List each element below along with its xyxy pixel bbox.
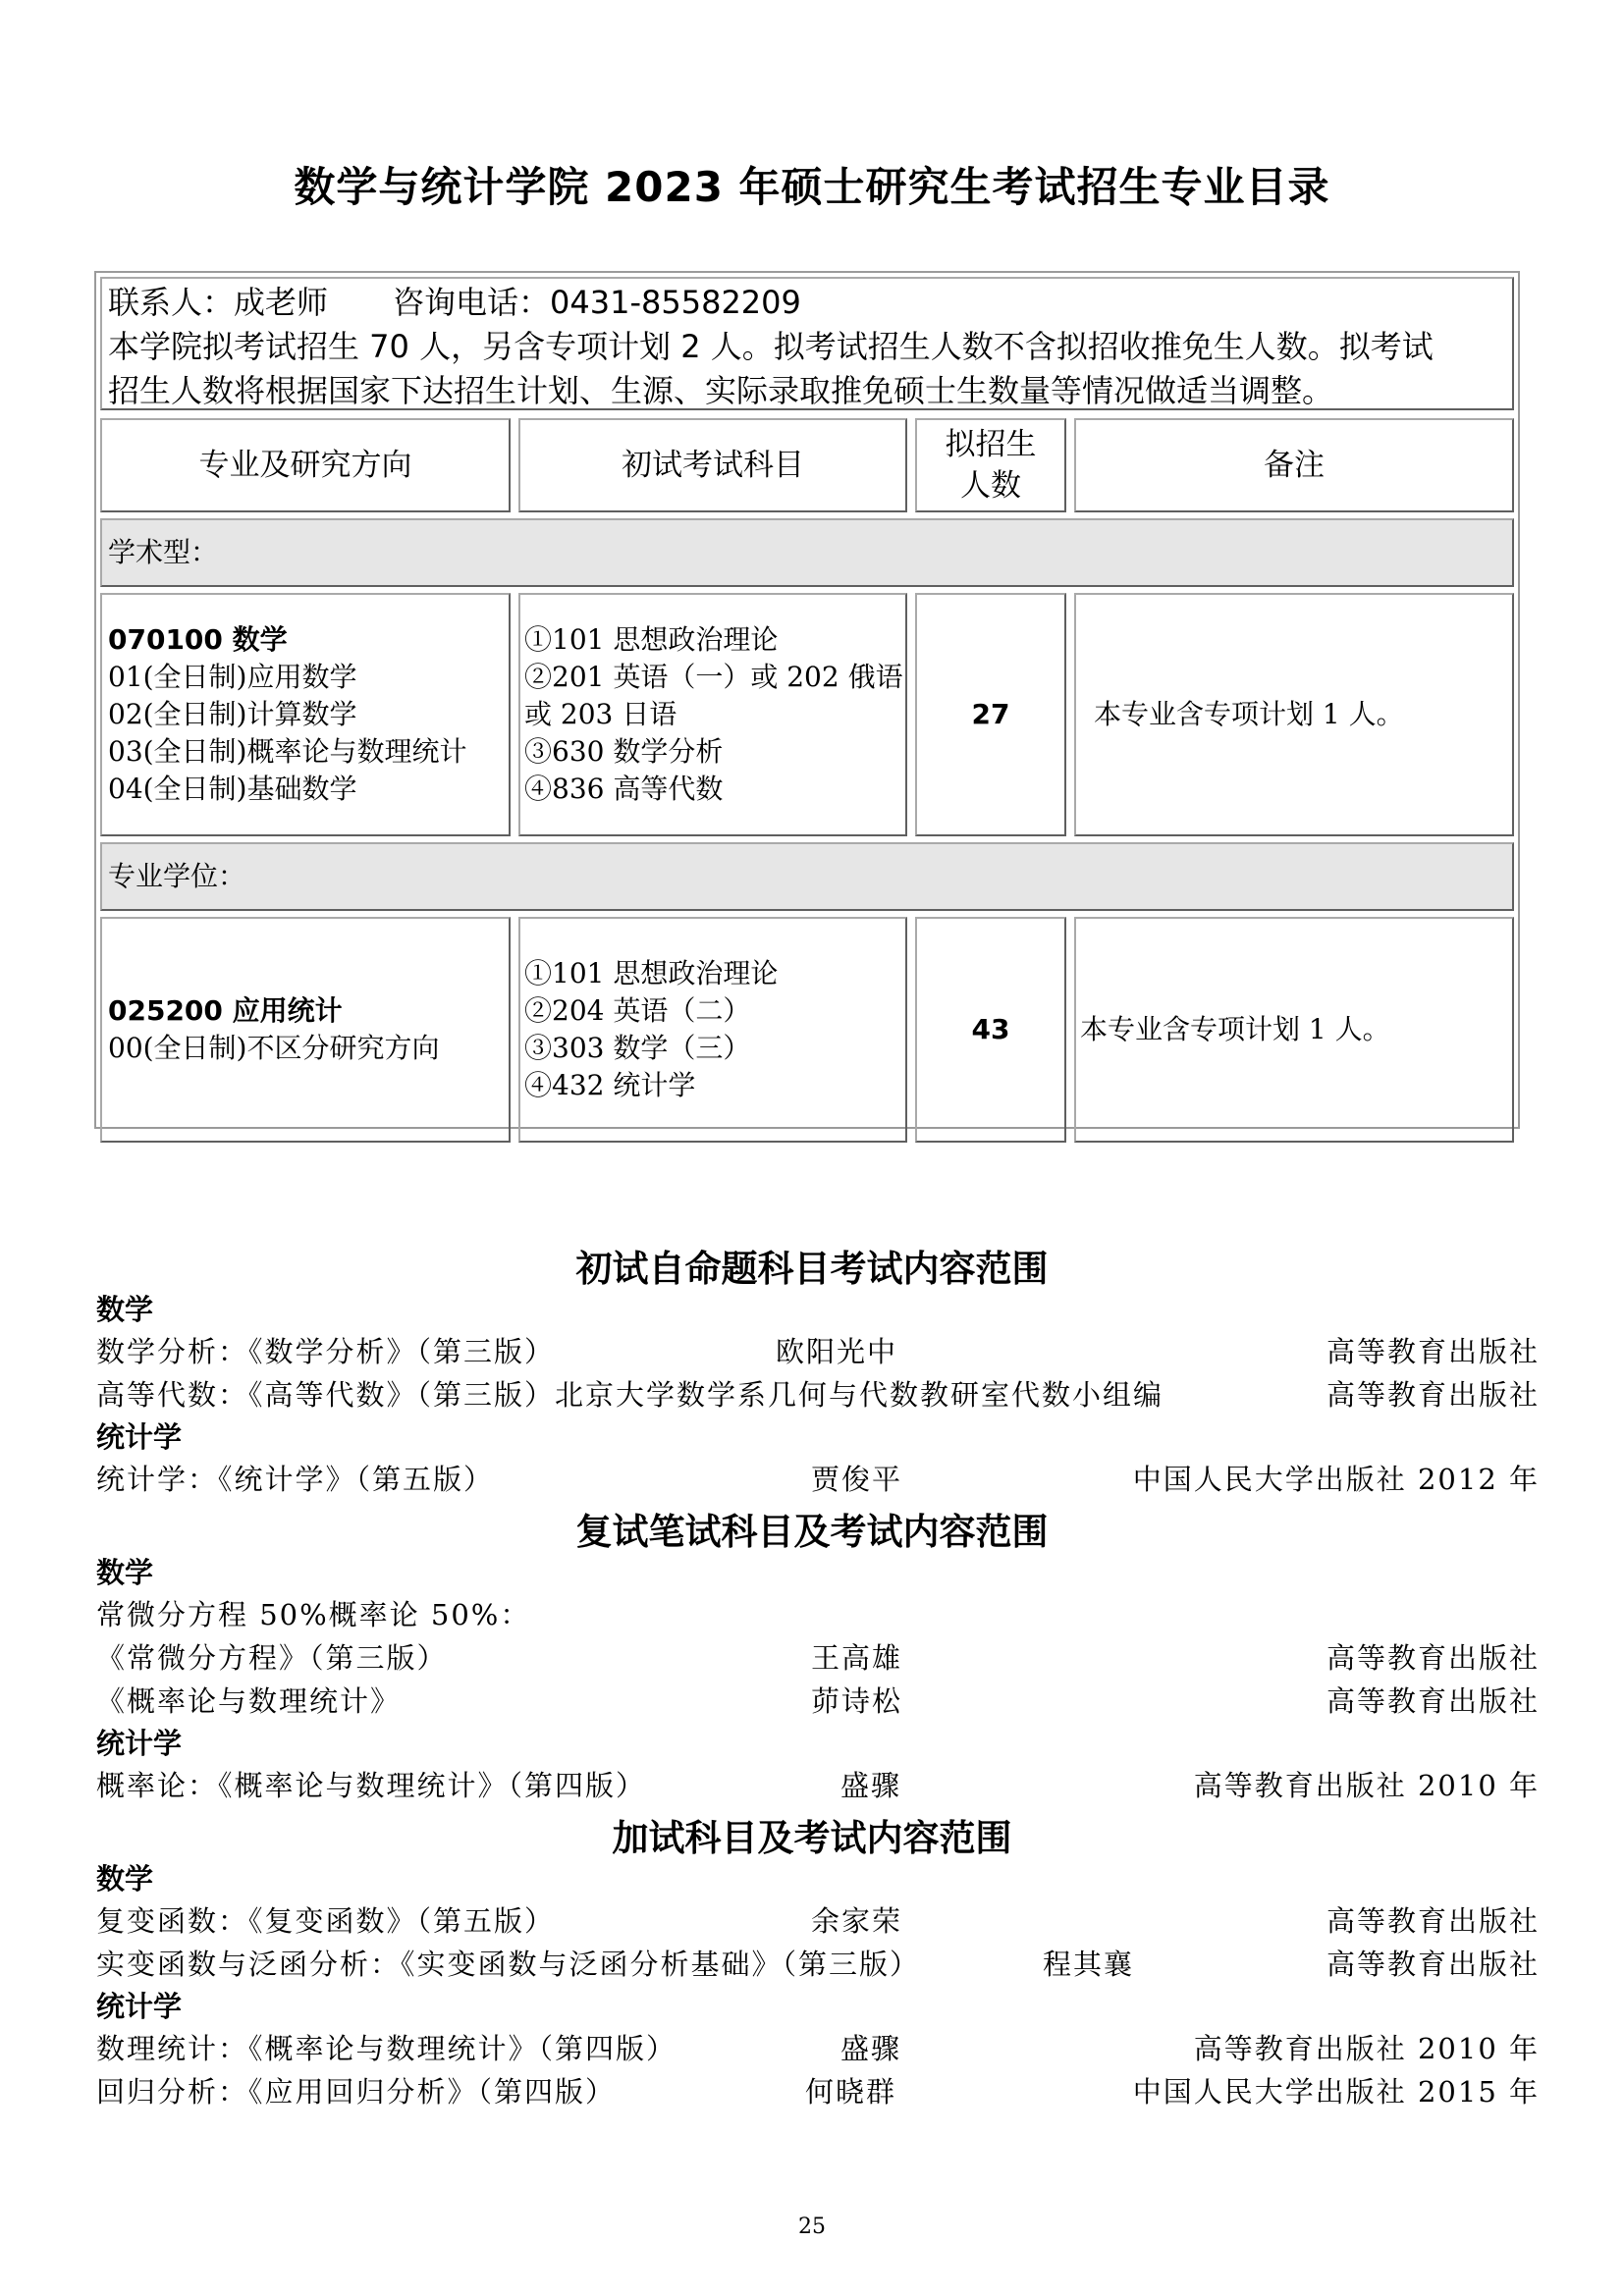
book-author: 茆诗松 <box>811 1684 903 1718</box>
book-title: 概率论：《概率论与数理统计》（第四版） <box>96 1769 647 1802</box>
reference-row <box>96 1458 1540 1497</box>
remark-cell <box>1074 917 1514 1143</box>
book-author: 盛骤 <box>840 2032 902 2065</box>
subject-item: ③630 数学分析 <box>524 735 724 768</box>
direction-item: 04(全日制)基础数学 <box>108 773 357 805</box>
catalog-table <box>94 271 1520 1129</box>
subject-group-title: 统计学 <box>96 1990 183 2023</box>
book-publisher: 高等教育出版社 <box>1326 1948 1540 1981</box>
book-author: 盛骤 <box>840 1769 902 1802</box>
page-number: 25 <box>798 2215 826 2239</box>
direction-item: 02(全日制)计算数学 <box>108 698 357 730</box>
reference-row <box>96 1330 1540 1369</box>
section-heading: 加试科目及考试内容范围 <box>612 1817 1012 1859</box>
subject-group-title: 数学 <box>96 1556 154 1589</box>
section-label-professional: 专业学位： <box>100 842 1514 911</box>
book-publisher: 高等教育出版社 <box>1326 1641 1540 1675</box>
book-title: 复变函数：《复变函数》（第五版） <box>96 1904 556 1938</box>
subject-item: ①101 思想政治理论 <box>524 957 779 989</box>
remark-cell <box>1074 593 1514 836</box>
header-count: 拟招生 人数 <box>915 418 1066 512</box>
book-author: 贾俊平 <box>811 1463 903 1496</box>
subject-item: ④836 高等代数 <box>524 773 724 805</box>
book-title: 统计学：《统计学》（第五版） <box>96 1463 495 1496</box>
book-author: 程其襄 <box>1043 1948 1135 1981</box>
book-title: 《常微分方程》（第三版） <box>96 1641 448 1675</box>
reference-row <box>96 1764 1540 1803</box>
book-publisher: 高等教育出版社 <box>1326 1335 1540 1368</box>
subject-group-title: 数学 <box>96 1862 154 1896</box>
subject-item: ①101 思想政治理论 <box>524 623 779 656</box>
remark-text: 本专业含专项计划 1 人。 <box>1094 698 1404 730</box>
subjects-cell <box>518 593 907 836</box>
enrollment-note-line1: 本学院拟考试招生 70 人，另含专项计划 2 人。拟考试招生人数不含拟招收推免生人数。拟考试 <box>108 328 1434 365</box>
subject-group-title: 统计学 <box>96 1420 183 1454</box>
reference-row <box>96 1899 1540 1939</box>
subject-item: ④432 统计学 <box>524 1069 696 1101</box>
book-title: 数理统计：《概率论与数理统计》（第四版） <box>96 2032 677 2065</box>
reference-row <box>96 1680 1540 1719</box>
subject-group-title: 数学 <box>96 1293 154 1326</box>
book-publisher: 中国人民大学出版社 2015 年 <box>1132 2075 1540 2109</box>
section-heading: 复试笔试科目及考试内容范围 <box>575 1511 1049 1553</box>
direction-item: 01(全日制)应用数学 <box>108 661 357 693</box>
reference-row <box>96 1636 1540 1676</box>
enrollment-count: 43 <box>915 917 1066 1143</box>
group-intro <box>96 1593 1540 1632</box>
book-title: 数学分析：《数学分析》（第三版） <box>96 1335 556 1368</box>
book-title: 高等代数：《高等代数》（第三版）北京大学数学系几何与代数教研室代数小组编 <box>96 1378 1164 1412</box>
subject-item: ②201 英语（一）或 202 俄语 <box>524 661 903 693</box>
header-remark: 备注 <box>1074 418 1514 512</box>
reference-row <box>96 2070 1540 2109</box>
subject-group-title: 统计学 <box>96 1727 183 1760</box>
header-major: 专业及研究方向 <box>100 418 511 512</box>
subject-item: 或 203 日语 <box>524 698 677 730</box>
book-author: 欧阳光中 <box>776 1335 898 1368</box>
section-heading: 初试自命题科目考试内容范围 <box>575 1248 1049 1290</box>
major-code: 070100 数学 <box>108 623 288 656</box>
reference-row <box>96 1943 1540 1982</box>
enrollment-note-line2: 招生人数将根据国家下达招生计划、生源、实际录取推免硕士生数量等情况做适当调整。 <box>108 372 1334 409</box>
subject-item: ③303 数学（三） <box>524 1032 751 1064</box>
intro-text: 常微分方程 50%概率论 50%： <box>96 1598 531 1631</box>
book-author: 王高雄 <box>811 1641 903 1675</box>
book-publisher: 高等教育出版社 <box>1326 1904 1540 1938</box>
book-publisher: 高等教育出版社 2010 年 <box>1193 2032 1540 2065</box>
enrollment-count: 27 <box>915 593 1066 836</box>
direction-item: 00(全日制)不区分研究方向 <box>108 1032 440 1064</box>
contact-person: 联系人：成老师 <box>108 284 329 321</box>
book-title: 实变函数与泛函分析：《实变函数与泛函分析基础》（第三版） <box>96 1948 921 1981</box>
major-cell <box>100 917 511 1143</box>
reference-row <box>96 2027 1540 2066</box>
page-title: 数学与统计学院 2023 年硕士研究生考试招生专业目录 <box>294 163 1330 211</box>
remark-text: 本专业含专项计划 1 人。 <box>1080 1013 1390 1045</box>
section-label-academic: 学术型： <box>100 518 1514 587</box>
book-author: 何晓群 <box>805 2075 897 2109</box>
direction-item: 03(全日制)概率论与数理统计 <box>108 735 467 768</box>
book-publisher: 中国人民大学出版社 2012 年 <box>1132 1463 1540 1496</box>
book-title: 回归分析：《应用回归分析》（第四版） <box>96 2075 617 2109</box>
major-code: 025200 应用统计 <box>108 994 343 1027</box>
book-publisher: 高等教育出版社 2010 年 <box>1193 1769 1540 1802</box>
reference-row <box>96 1373 1540 1413</box>
book-publisher: 高等教育出版社 <box>1326 1378 1540 1412</box>
contact-phone: 咨询电话：0431-85582209 <box>393 284 801 321</box>
subjects-cell <box>518 917 907 1143</box>
subject-item: ②204 英语（二） <box>524 994 751 1027</box>
book-author: 余家荣 <box>811 1904 903 1938</box>
book-publisher: 高等教育出版社 <box>1326 1684 1540 1718</box>
book-title: 《概率论与数理统计》 <box>96 1684 402 1718</box>
major-cell <box>100 593 511 836</box>
contact-info <box>100 277 1514 410</box>
header-subjects: 初试考试科目 <box>518 418 907 512</box>
